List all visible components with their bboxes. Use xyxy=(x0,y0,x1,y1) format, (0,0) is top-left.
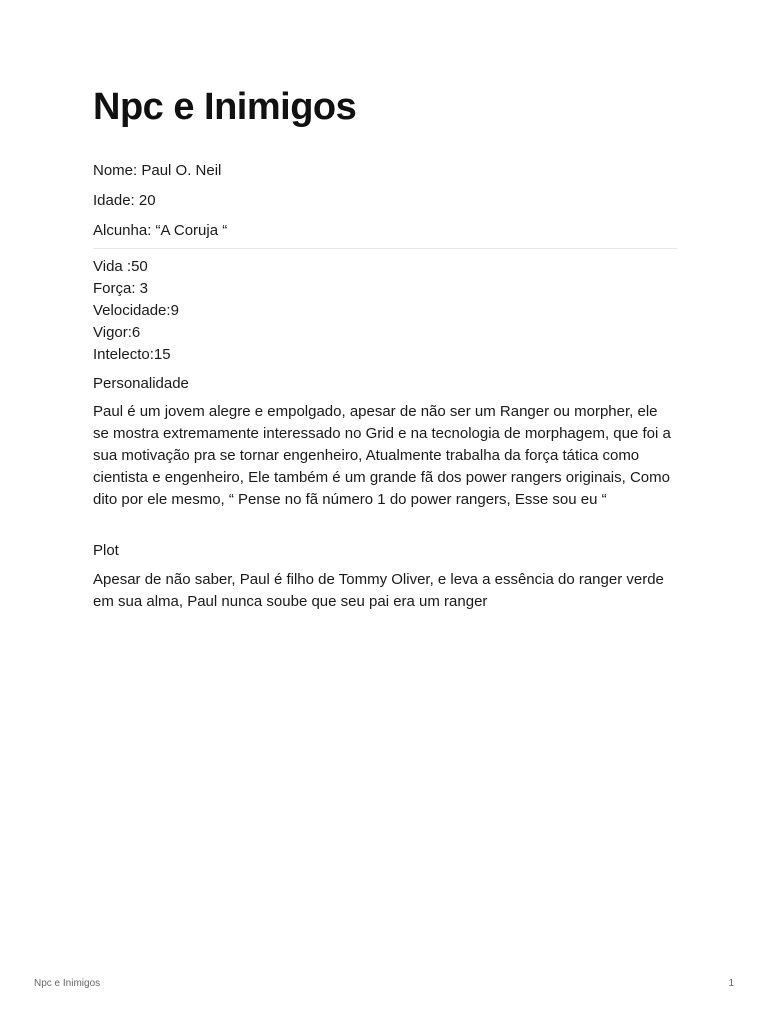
personality-heading: Personalidade xyxy=(93,375,189,392)
footer-doc-name: Npc e Inimigos xyxy=(34,978,101,989)
character-info xyxy=(93,160,677,250)
field-nickname: Alcunha: “A Coruja “ xyxy=(93,222,228,239)
stats-block xyxy=(93,256,677,366)
stat-vigor: Vigor:6 xyxy=(93,324,141,341)
page-title: Npc e Inimigos xyxy=(93,86,357,128)
footer-page-number: 1 xyxy=(728,978,734,989)
plot-text: Apesar de não saber, Paul é filho de Tommy Oliver, e leva a essência do ranger verde em sua alma, Paul nunca soube que seu pai era um ranger xyxy=(93,571,664,610)
stat-forca: Força: 3 xyxy=(93,280,149,297)
personality-text: Paul é um jovem alegre e empolgado, apesar de não ser um Ranger ou morpher, ele se mostra extremamente interessado no Grid e na tecnologia de morphagem, que foi a sua motivação pra se tornar engenheiro, Atualmente trabalha da força tática como cientista e engenheiro, Ele também é um grande fã dos power rangers originais, Como dito por ele mesmo, “ Pense no fã número 1 do power rangers, Esse sou eu “ xyxy=(93,403,671,508)
plot-heading: Plot xyxy=(93,542,119,559)
section-divider xyxy=(93,248,677,249)
stat-vida: Vida :50 xyxy=(93,258,148,275)
stat-velocidade: Velocidade:9 xyxy=(93,302,179,319)
field-age: Idade: 20 xyxy=(93,192,156,209)
stat-intelecto: Intelecto:15 xyxy=(93,346,171,363)
field-name: Nome: Paul O. Neil xyxy=(93,162,222,179)
